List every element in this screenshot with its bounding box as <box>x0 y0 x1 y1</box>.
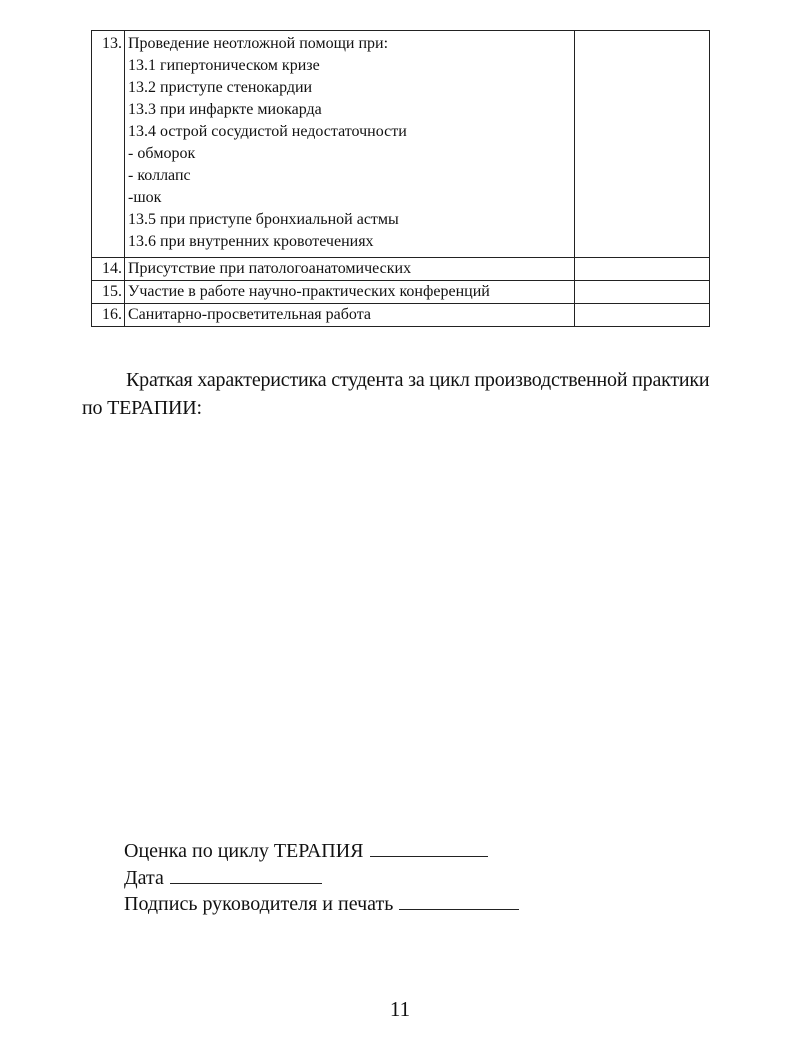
student-characteristic-heading: Краткая характеристика студента за цикл производственной практики по ТЕРАПИИ: <box>82 369 710 419</box>
row-line: Присутствие при патологоанатомических <box>128 260 412 277</box>
table-row <box>92 281 710 304</box>
row-line: - коллапс <box>128 167 191 184</box>
table-row <box>92 258 710 281</box>
row-number: 14. <box>92 258 125 281</box>
row-mark-cell <box>575 31 710 258</box>
row-description <box>125 258 575 281</box>
grade-label: Оценка по циклу ТЕРАПИЯ <box>124 840 364 862</box>
row-line: 13.6 при внутренних кровотечениях <box>128 233 374 250</box>
row-number: 15. <box>92 281 125 304</box>
grade-line <box>124 836 488 865</box>
row-line: Санитарно-просветительная работа <box>128 306 371 323</box>
row-mark-cell <box>575 281 710 304</box>
signature-blank <box>399 889 519 910</box>
row-mark-cell <box>575 258 710 281</box>
page-number: 11 <box>389 997 411 1021</box>
row-number: 16. <box>92 304 125 327</box>
table-row <box>92 31 710 258</box>
row-line: Участие в работе научно-практических конференций <box>128 283 490 300</box>
row-line: 13.1 гипертоническом кризе <box>128 57 320 74</box>
row-description <box>125 281 575 304</box>
practice-table <box>91 30 710 327</box>
row-number: 13. <box>92 31 125 258</box>
date-blank <box>170 863 322 884</box>
row-line: -шок <box>128 189 162 206</box>
row-line: Проведение неотложной помощи при: <box>128 35 389 52</box>
date-label: Дата <box>124 867 164 889</box>
row-description <box>125 31 575 258</box>
row-line: 13.3 при инфаркте миокарда <box>128 101 322 118</box>
signature-label: Подпись руководителя и печать <box>124 893 394 915</box>
date-line <box>124 863 322 892</box>
row-line: - обморок <box>128 145 196 162</box>
row-description <box>125 304 575 327</box>
signature-line <box>124 889 519 918</box>
table-row <box>92 304 710 327</box>
row-line: 13.5 при приступе бронхиальной астмы <box>128 211 399 228</box>
row-line: 13.2 приступе стенокардии <box>128 79 313 96</box>
row-mark-cell <box>575 304 710 327</box>
grade-blank <box>370 836 488 857</box>
row-line: 13.4 острой сосудистой недостаточности <box>128 123 407 140</box>
